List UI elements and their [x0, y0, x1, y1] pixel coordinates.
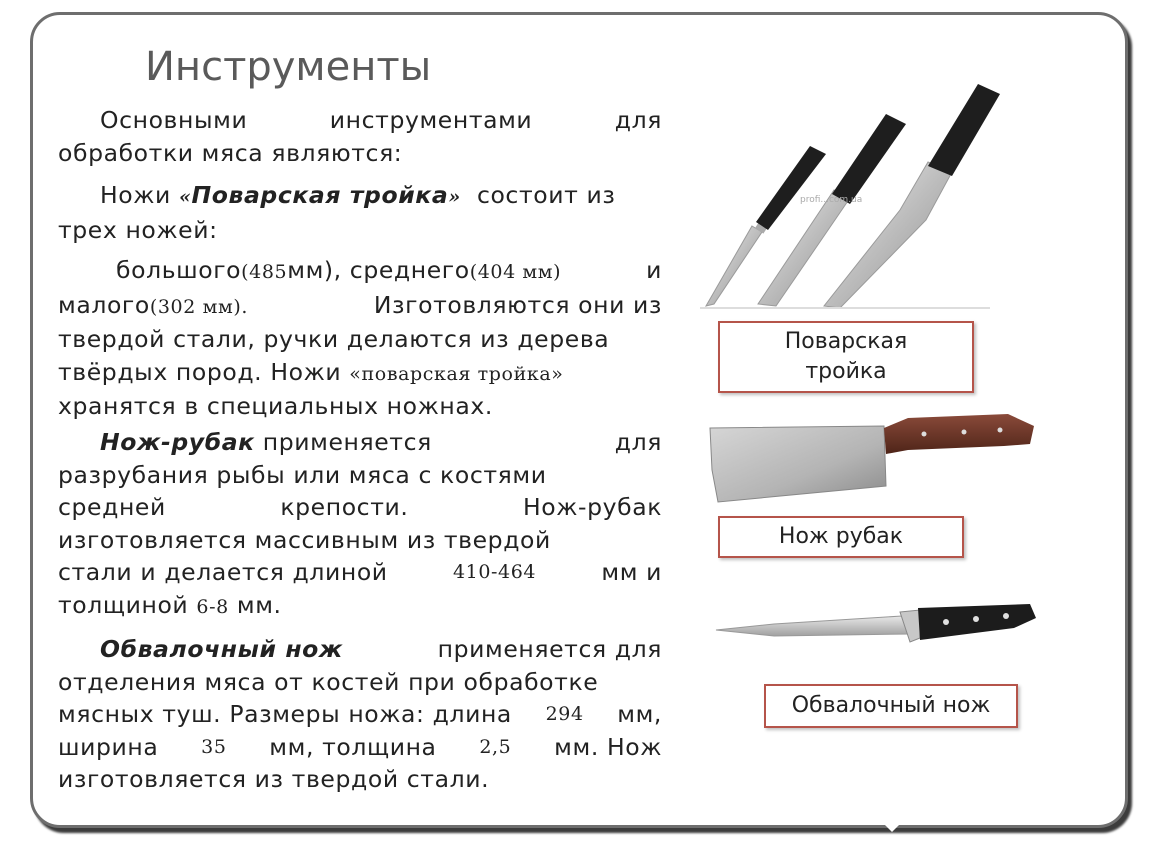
text-span: Ножи: [100, 181, 171, 209]
text-span: мм.: [236, 590, 282, 619]
knife-trio-image: [700, 80, 1000, 310]
text-word: Нож-рубак: [522, 493, 662, 521]
text-line: твердой стали, ручки делаются из дерева: [58, 325, 610, 353]
paragraph-trio-intro: [58, 179, 662, 246]
boning-knife-image: [714, 600, 1038, 650]
text-word: для: [614, 106, 662, 134]
number-value: 2,5: [479, 735, 512, 758]
text-word: инструментами: [329, 106, 533, 134]
label-trio: [718, 321, 974, 393]
term-boning-knife: Обвалочный нож: [100, 635, 343, 663]
term-povarskaya-troika: Поварская тройка: [191, 181, 449, 209]
small-knife-icon: [706, 146, 826, 306]
text-span: Изготовляются они из: [373, 290, 662, 319]
cleaver-image: [708, 410, 1038, 510]
text-span: ширина: [58, 732, 159, 761]
text-span: и: [646, 256, 662, 284]
text-line: трех ножей:: [58, 215, 218, 244]
text-line: изготовляется из твердой стали.: [58, 765, 490, 793]
quote-mark: »: [448, 186, 461, 208]
term-cleaver: Нож-рубак: [100, 428, 255, 456]
label-boning-text: Обвалочный нож: [791, 693, 991, 718]
text-span: мм), среднего: [287, 256, 470, 284]
frame-notch: [882, 822, 902, 832]
text-span: мм,: [617, 700, 662, 728]
text-span: для: [614, 428, 662, 456]
number-value: (302 мм).: [149, 295, 248, 318]
text-line: обработки мяса являются:: [58, 138, 403, 167]
text-span: мм, толщина: [269, 732, 437, 761]
number-value: (485: [241, 261, 288, 283]
page-title: Инструменты: [145, 44, 432, 90]
label-cleaver-text: Нож рубак: [778, 524, 904, 549]
text-line: разрубания рыбы или мяса с костями: [58, 460, 547, 489]
label-boning: [764, 684, 1018, 728]
number-value: (404 мм): [469, 261, 562, 283]
number-value: 35: [201, 735, 227, 758]
paragraph-cleaver: [58, 426, 662, 623]
text-span: твёрдых пород. Ножи: [58, 357, 342, 386]
text-span: толщиной: [58, 590, 189, 619]
text-word: средней: [58, 493, 166, 521]
paragraph-trio-details: [58, 254, 662, 423]
paragraph-intro: [58, 104, 662, 169]
label-trio-text: Поварская тройка: [784, 329, 908, 384]
quote-text: «поварская тройка»: [349, 362, 564, 385]
number-value: 410-464: [452, 561, 537, 583]
label-cleaver: [718, 516, 964, 558]
text-line: хранятся в специальных ножнах.: [58, 392, 493, 420]
text-line: отделения мяса от костей при обработке: [58, 667, 599, 696]
text-span: применяется: [262, 428, 432, 456]
text-word: Основными: [100, 106, 248, 134]
number-value: 294: [545, 703, 584, 725]
text-span: мм. Нож: [554, 732, 662, 761]
text-line: изготовляется массивным из твердой: [58, 525, 551, 554]
text-span: стали и делается длиной: [58, 558, 388, 586]
text-word: крепости.: [280, 493, 409, 521]
paragraph-boning: [58, 633, 662, 796]
watermark: profi...com.ua: [800, 195, 863, 205]
text-span: состоит из: [476, 181, 616, 209]
text-span: мясных туш. Размеры ножа: длина: [58, 700, 512, 728]
text-span: мм и: [601, 558, 662, 586]
text-span: большого: [116, 256, 242, 284]
number-value: 6-8: [196, 595, 229, 618]
text-span: применяется для: [437, 635, 662, 663]
quote-mark: «: [178, 186, 192, 208]
text-span: малого: [58, 290, 150, 319]
